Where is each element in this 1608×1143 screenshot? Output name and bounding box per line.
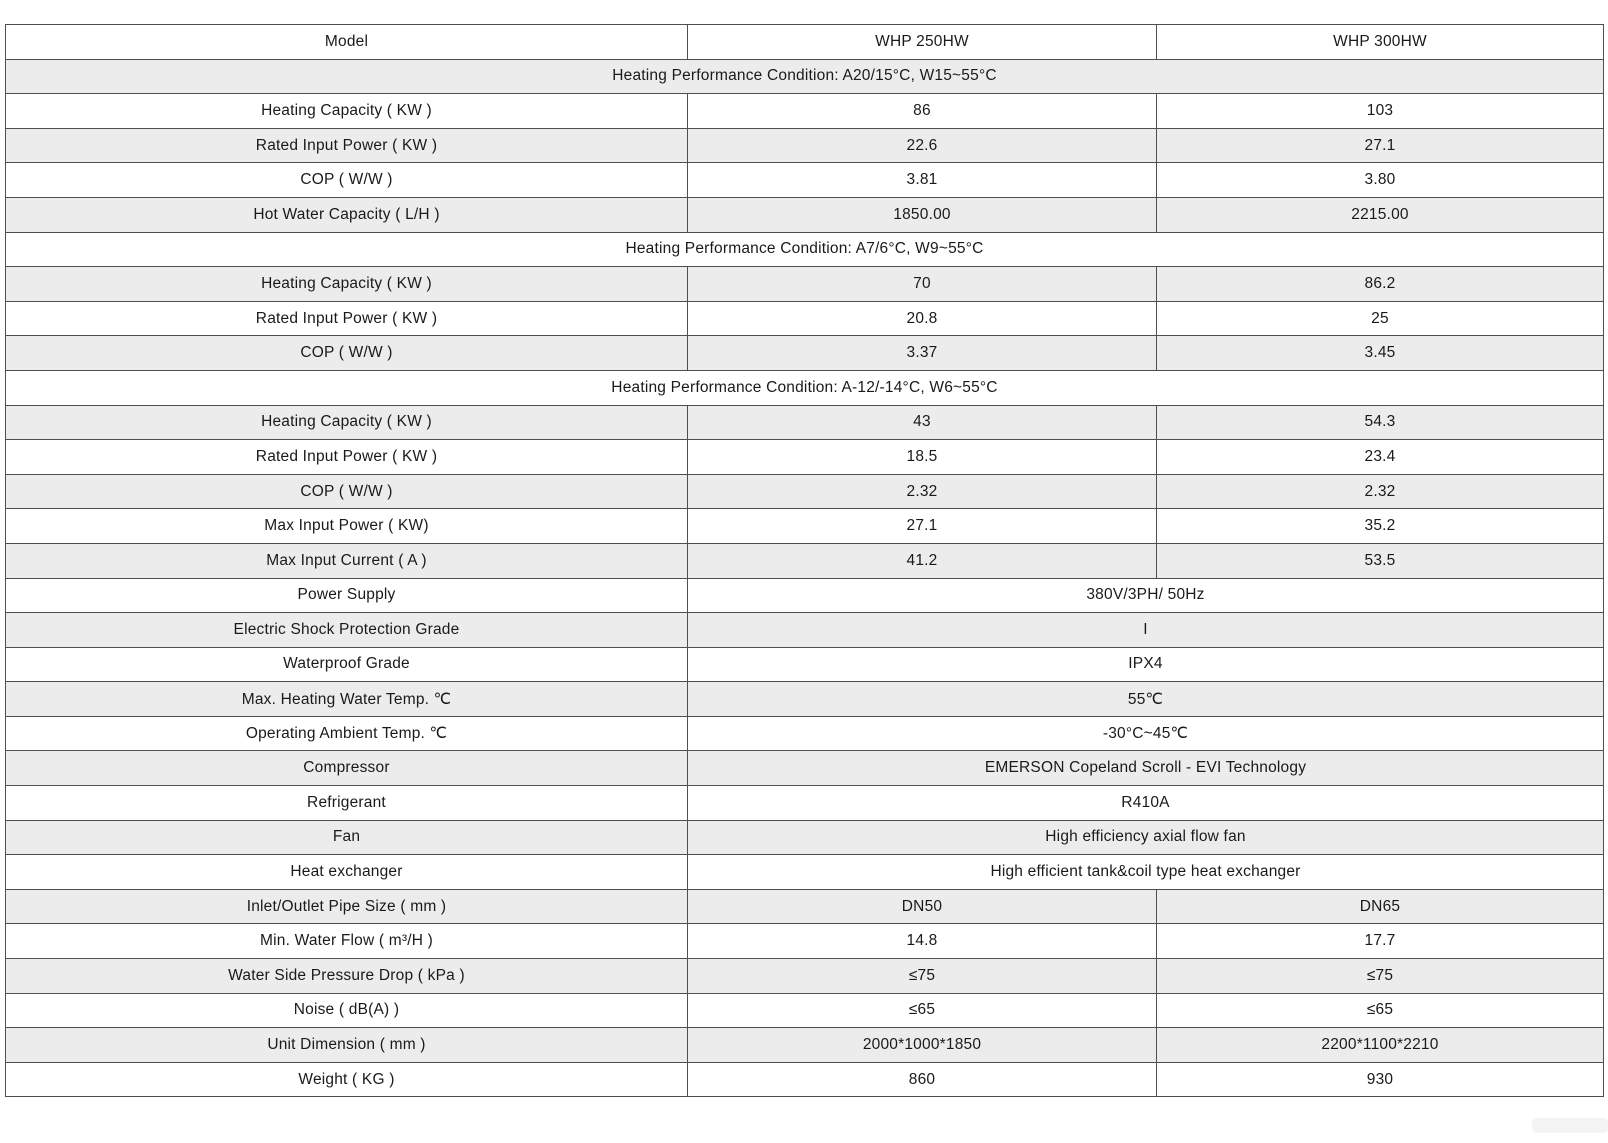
row-value-model-1: 3.37 (688, 336, 1157, 371)
row-label: Electric Shock Protection Grade (6, 613, 688, 648)
row-label: COP ( W/W ) (6, 474, 688, 509)
row-value-model-1: 22.6 (688, 128, 1157, 163)
row-value-model-2: 86.2 (1157, 267, 1604, 302)
row-label: COP ( W/W ) (6, 163, 688, 198)
table-row (6, 924, 1604, 959)
section-title: Heating Performance Condition: A-12/-14°C, W6~55°C (6, 370, 1604, 405)
row-value-model-2: 23.4 (1157, 440, 1604, 475)
row-label: Compressor (6, 751, 688, 786)
table-row (6, 993, 1604, 1028)
row-label: Operating Ambient Temp. ℃ (6, 716, 688, 751)
model-column-header: Model (6, 25, 688, 60)
row-shared-value: I (688, 613, 1604, 648)
table-row (6, 716, 1604, 751)
row-label: Rated Input Power ( KW ) (6, 301, 688, 336)
row-label: Noise ( dB(A) ) (6, 993, 688, 1028)
table-row (6, 889, 1604, 924)
spec-table (5, 24, 1604, 1097)
table-row (6, 94, 1604, 129)
table-row (6, 474, 1604, 509)
row-label: Heating Capacity ( KW ) (6, 267, 688, 302)
row-value-model-2: DN65 (1157, 889, 1604, 924)
table-row (6, 751, 1604, 786)
row-value-model-2: 25 (1157, 301, 1604, 336)
row-value-model-2: ≤75 (1157, 959, 1604, 994)
row-value-model-1: 41.2 (688, 543, 1157, 578)
table-row (6, 786, 1604, 821)
table-row (6, 267, 1604, 302)
row-value-model-1: 27.1 (688, 509, 1157, 544)
table-row (6, 405, 1604, 440)
row-label: Max Input Current ( A ) (6, 543, 688, 578)
row-shared-value: 55℃ (688, 682, 1604, 717)
row-value-model-2: 3.45 (1157, 336, 1604, 371)
row-label: Power Supply (6, 578, 688, 613)
row-value-model-2: 35.2 (1157, 509, 1604, 544)
row-label: Unit Dimension ( mm ) (6, 1028, 688, 1063)
table-row (6, 509, 1604, 544)
table-row (6, 336, 1604, 371)
table-row (6, 543, 1604, 578)
section-row (6, 59, 1604, 94)
table-row (6, 163, 1604, 198)
row-value-model-1: 43 (688, 405, 1157, 440)
row-value-model-2: 53.5 (1157, 543, 1604, 578)
row-shared-value: EMERSON Copeland Scroll - EVI Technology (688, 751, 1604, 786)
table-row (6, 647, 1604, 682)
table-row (6, 1062, 1604, 1097)
header-row (6, 25, 1604, 60)
row-value-model-2: 17.7 (1157, 924, 1604, 959)
row-label: Heating Capacity ( KW ) (6, 94, 688, 129)
section-row (6, 370, 1604, 405)
table-row (6, 959, 1604, 994)
table-row (6, 682, 1604, 717)
row-value-model-2: 103 (1157, 94, 1604, 129)
model-name-header: WHP 250HW (688, 25, 1157, 60)
table-row (6, 820, 1604, 855)
row-value-model-1: 3.81 (688, 163, 1157, 198)
table-row (6, 855, 1604, 890)
row-label: Rated Input Power ( KW ) (6, 440, 688, 475)
row-shared-value: -30°C~45℃ (688, 716, 1604, 751)
table-row (6, 578, 1604, 613)
table-row (6, 301, 1604, 336)
row-value-model-2: ≤65 (1157, 993, 1604, 1028)
row-value-model-2: 3.80 (1157, 163, 1604, 198)
row-label: Hot Water Capacity ( L/H ) (6, 197, 688, 232)
row-shared-value: R410A (688, 786, 1604, 821)
row-value-model-1: 2000*1000*1850 (688, 1028, 1157, 1063)
row-value-model-2: 27.1 (1157, 128, 1604, 163)
table-row (6, 613, 1604, 648)
table-row (6, 440, 1604, 475)
row-label: Heat exchanger (6, 855, 688, 890)
row-value-model-1: ≤75 (688, 959, 1157, 994)
row-value-model-1: ≤65 (688, 993, 1157, 1028)
row-label: Rated Input Power ( KW ) (6, 128, 688, 163)
row-value-model-1: 14.8 (688, 924, 1157, 959)
row-value-model-2: 54.3 (1157, 405, 1604, 440)
row-label: Waterproof Grade (6, 647, 688, 682)
row-value-model-2: 2215.00 (1157, 197, 1604, 232)
table-row (6, 1028, 1604, 1063)
row-label: Water Side Pressure Drop ( kPa ) (6, 959, 688, 994)
section-title: Heating Performance Condition: A7/6°C, W9~55°C (6, 232, 1604, 267)
row-value-model-1: 86 (688, 94, 1157, 129)
row-label: Max. Heating Water Temp. ℃ (6, 682, 688, 717)
row-value-model-1: 20.8 (688, 301, 1157, 336)
table-row (6, 197, 1604, 232)
row-label: Heating Capacity ( KW ) (6, 405, 688, 440)
spec-table-body (6, 25, 1604, 1097)
row-label: Fan (6, 820, 688, 855)
row-label: Max Input Power ( KW) (6, 509, 688, 544)
model-name-header: WHP 300HW (1157, 25, 1604, 60)
row-value-model-1: 1850.00 (688, 197, 1157, 232)
row-value-model-1: 860 (688, 1062, 1157, 1097)
row-shared-value: 380V/3PH/ 50Hz (688, 578, 1604, 613)
table-row (6, 128, 1604, 163)
row-value-model-1: 18.5 (688, 440, 1157, 475)
row-shared-value: High efficiency axial flow fan (688, 820, 1604, 855)
row-value-model-2: 2.32 (1157, 474, 1604, 509)
row-shared-value: IPX4 (688, 647, 1604, 682)
row-label: COP ( W/W ) (6, 336, 688, 371)
row-value-model-1: DN50 (688, 889, 1157, 924)
row-value-model-1: 70 (688, 267, 1157, 302)
bottom-right-artifact (1532, 1118, 1608, 1133)
section-title: Heating Performance Condition: A20/15°C, W15~55°C (6, 59, 1604, 94)
row-label: Min. Water Flow ( m³/H ) (6, 924, 688, 959)
section-row (6, 232, 1604, 267)
row-label: Inlet/Outlet Pipe Size ( mm ) (6, 889, 688, 924)
row-value-model-1: 2.32 (688, 474, 1157, 509)
row-label: Refrigerant (6, 786, 688, 821)
row-value-model-2: 2200*1100*2210 (1157, 1028, 1604, 1063)
row-value-model-2: 930 (1157, 1062, 1604, 1097)
row-label: Weight ( KG ) (6, 1062, 688, 1097)
row-shared-value: High efficient tank&coil type heat exchanger (688, 855, 1604, 890)
